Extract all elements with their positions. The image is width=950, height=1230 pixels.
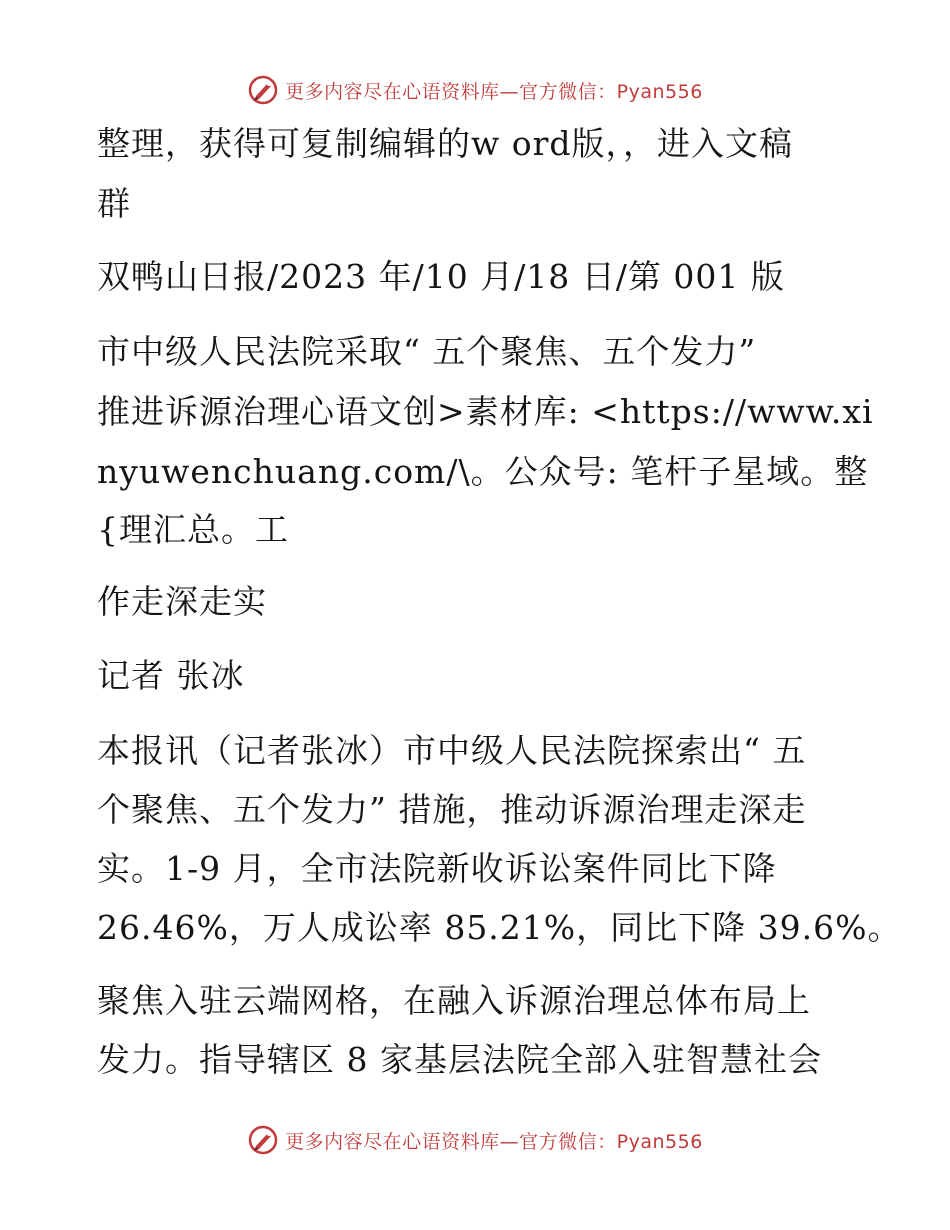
body-line: 聚焦入驻云端网格，在融入诉源治理总体布局上 [97,981,811,1020]
body-line: {理汇总。工 [97,510,289,549]
body-line: 发力。指导辖区 8 家基层法院全部入驻智慧社会 [97,1040,822,1079]
body-line: 记者 张冰 [97,656,245,695]
body-line: 市中级人民法院采取“ 五个聚焦、五个发力” [97,332,757,371]
watermark-banner-top [0,70,950,110]
watermark-text: 更多内容尽在心语资料库—官方微信：Pyan556 [285,80,703,103]
watermark-inner-bottom [247,1124,703,1156]
body-line: 26.46%，万人成讼率 85.21%，同比下降 39.6%。 [97,908,902,947]
body-line: 实。1-9 月，全市法院新收诉讼案件同比下降 [97,849,777,888]
pen-logo-icon [247,1124,279,1156]
body-line: 整理，获得可复制编辑的w ord版，，进入文稿 [97,124,794,163]
watermark-inner-top [247,74,703,106]
body-line: 个聚焦、五个发力” 措施，推动诉源治理走深走 [97,790,807,829]
body-line: 推进诉源治理心语文创>素材库: <https://www.xi [97,392,874,431]
body-line: nyuwenchuang.com/\。公众号: 笔杆子星域。整 [97,452,869,491]
body-line: 群 [97,184,131,223]
body-line: 双鸭山日报/2023 年/10 月/18 日/第 001 版 [97,257,785,296]
watermark-banner-bottom [0,1120,950,1160]
watermark-text: 更多内容尽在心语资料库—官方微信：Pyan556 [285,1130,703,1153]
body-line: 本报讯（记者张冰）市中级人民法院探索出“ 五 [97,731,807,770]
body-line: 作走深走实 [97,582,267,621]
pen-logo-icon [247,74,279,106]
